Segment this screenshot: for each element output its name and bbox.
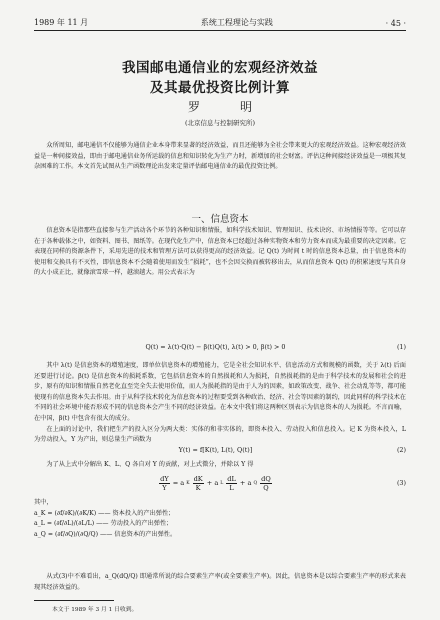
section-paragraph [34, 460, 406, 471]
abstract [34, 141, 406, 173]
fraction-dL-L: $\frac{dL}{L}$ [227, 474, 236, 492]
fraction-dQ-Q: $\frac{dQ}{Q}$ [261, 474, 271, 492]
elasticity-definitions [34, 498, 406, 540]
abstract-paragraph: 众所周知，邮电通信不仅能够为通信企业本身带来显著的经济效益，而且还能够为全社会带来更大的宏观经济效益。这种宏观经济效益是一种间接效益，即由于邮电通信业务所运载的信息和知识转化为生产力时，新增加的社会财富。评估这种间接经济效益是一项极其复杂困难的工作。本文首先试图从生产函数理论出发来定量评估邮电通信业的最优投资比例。 [34, 142, 406, 171]
equation-1 [34, 343, 406, 351]
header-rule [34, 30, 406, 31]
equation-2 [34, 446, 406, 454]
equation-2-formula: Y(t) = f[K(t), L(t), Q(t)] [178, 446, 253, 454]
definition-information: a_Q = (∂f/∂Q)/(∂Q/Q) —— 信息资本的产出弹性。 [34, 530, 177, 538]
paragraph-5: 从式(3)中不难看出，a_Q(dQ/Q) 即通常所说的综合要素生产率(或全要素生产率)。因此，信息资本是以综合要素生产率的形式来表现其经济效益的。 [34, 573, 406, 591]
issue-date: 1989 年 11 月 [34, 18, 89, 27]
author-affiliation: (北京信息与控制研究所) [184, 119, 256, 127]
section-paragraph [34, 572, 406, 593]
footnote-rule [34, 600, 114, 601]
equation-3 [34, 470, 406, 496]
section-heading: 一、信息资本 [191, 214, 249, 225]
definition-labor: a_L = (∂f/∂L)/(∂L/L) —— 劳动投入的产出弹性； [34, 520, 173, 528]
paper-title-line2: 及其最优投资比例计算 [150, 80, 290, 96]
paragraph-1: 信息资本是指那些直接参与生产活动各个环节的各种知识和情报，如科学技术知识、管理知识、技术诀窍、市场情报等等。它可以存在于各种载体之中，如资料、图书、图纸等。在现代化生产中，信息资本已经超过各种实物资本和劳力资本而成为最重要的决定因素。它表现在同样的资源条件下，采用先进的技术和管理方法可以获得更高的经济效益。记 Q(t) 为时间 t 时的信息资本总量，由于信息资本的使用和交换具有不灭性，即信息资本不会随着使用而发生“损耗”，也不会因交换而被转移出去，从而信息资本 Q(t) 的积累速度与其自身的大小成正比，就像滚雪球一样，越滚越大。用公式表示为 [34, 227, 406, 277]
paragraph-3: 在上面的讨论中，我们把生产的投入区分为两大类：实体的和非实体的，即资本投入、劳动投入和信息投入。记 K 为资本投入，L 为劳动投入，Y 为产出，则总量生产函数为 [34, 425, 406, 444]
equation-1-number: (1) [396, 343, 406, 351]
paragraph-2: 其中 λ(t) 是信息资本的增殖速度，即单位信息资本的增殖能力，它是全社会知识水平、信息活动方式和规模的函数，关于 λ(t) 后面还要进行讨论。β(t) 是信息资本的损耗系数，它包括信息资本的自然损耗和人为损耗，自然损耗指的是由于科学技术的发展和社会的进步，原有的知识和情报自然老化直至完全失去使用价值，而人为损耗指的是由于人为的因素，如政策改变、战争、社会动乱等等，都可能使现有的信息资本失去作用。由于从科学技术转化为信息资本的过程要受到各种政治、经济、社会等因素的制约，因此同样的科学技术在不同的社会环境中能否形成不同的信息资本会产生不同的经济效益。在本文中我们将这两种区别表示为信息资本的人为损耗。不言而喻，在中国，β(t) 中包含有很大的成分。 [34, 362, 406, 422]
page-number: · 45 · [385, 19, 406, 28]
where-label: 其中， [34, 499, 53, 506]
equation-1-formula: Q(t) = λ(t)·Q(t) − β(t)Q(t), λ(t) > 0, β(t) > 0 [145, 343, 286, 351]
running-header [34, 14, 406, 28]
equation-3-formula: $\frac{dY}{Y}$ = a K $\frac{dK}{K}$ + a L $\frac{dL}{L}$ + a Q $\frac{dQ}{Q}$ [160, 474, 271, 492]
equation-2-number: (2) [396, 446, 406, 454]
section-paragraph [34, 226, 406, 279]
author-name: 罗 明 [187, 100, 266, 114]
definition-capital: a_K = (∂f/∂K)/(∂K/K) —— 资本投入的产出弹性； [34, 509, 175, 517]
section-paragraph [34, 361, 406, 446]
journal-name: 系统工程理论与实践 [200, 18, 273, 27]
received-date-footnote: 本文于 1989 年 3 月 1 日收到。 [52, 607, 138, 613]
equation-3-number: (3) [396, 479, 406, 487]
paragraph-4: 为了从上式中分解出 K、L、Q 各自对 Y 的贡献，对上式微分，并除以 Y 得 [46, 461, 254, 468]
paper-title-line1: 我国邮电通信业的宏观经济效益 [122, 60, 318, 76]
fraction-dK-K: $\frac{dK}{K}$ [193, 474, 203, 492]
fraction-dY-Y: $\frac{dY}{Y}$ [160, 474, 169, 492]
